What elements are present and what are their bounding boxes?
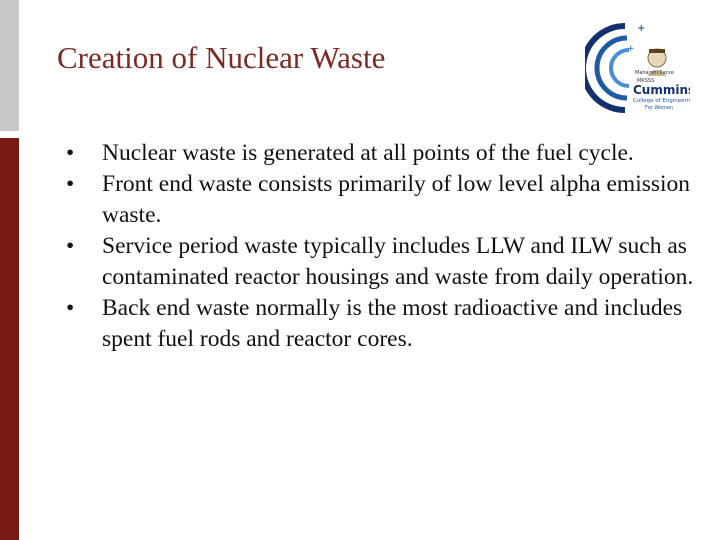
svg-text:+: + [627, 44, 635, 54]
bullet-text: Service period waste typically includes LLW and ILW such as contaminated reactor housings and waste from daily operation. [102, 233, 694, 290]
accent-bar-maroon [0, 138, 19, 540]
bullet-dot: • [66, 171, 75, 197]
bullet-text: Back end waste normally is the most radioactive and includes spent fuel rods and reactor cores. [102, 295, 683, 352]
logo-small-line: MKSSS [637, 78, 655, 84]
accent-bar-gray [0, 0, 19, 131]
logo-name: Cummins [633, 83, 690, 97]
bullet-text: Nuclear waste is generated at all points of the fuel cycle. [102, 140, 634, 166]
slide-title: Creation of Nuclear Waste [57, 40, 386, 75]
bullet-list [66, 138, 696, 355]
bullet-item [66, 138, 696, 169]
logo-line-2: College of Engineering [633, 98, 690, 104]
bullet-dot: • [66, 140, 75, 166]
svg-text:Maharshi Karve: Maharshi Karve [635, 70, 674, 76]
college-logo [585, 18, 690, 118]
logo-line-3: For Women [645, 105, 674, 111]
bullet-item [66, 231, 696, 293]
bullet-item [66, 293, 696, 355]
bullet-item [66, 169, 696, 231]
bullet-dot: • [66, 295, 75, 321]
bullet-dot: • [66, 233, 75, 259]
svg-text:+: + [637, 23, 646, 34]
bullet-text: Front end waste consists primarily of low level alpha emission waste. [102, 171, 691, 228]
